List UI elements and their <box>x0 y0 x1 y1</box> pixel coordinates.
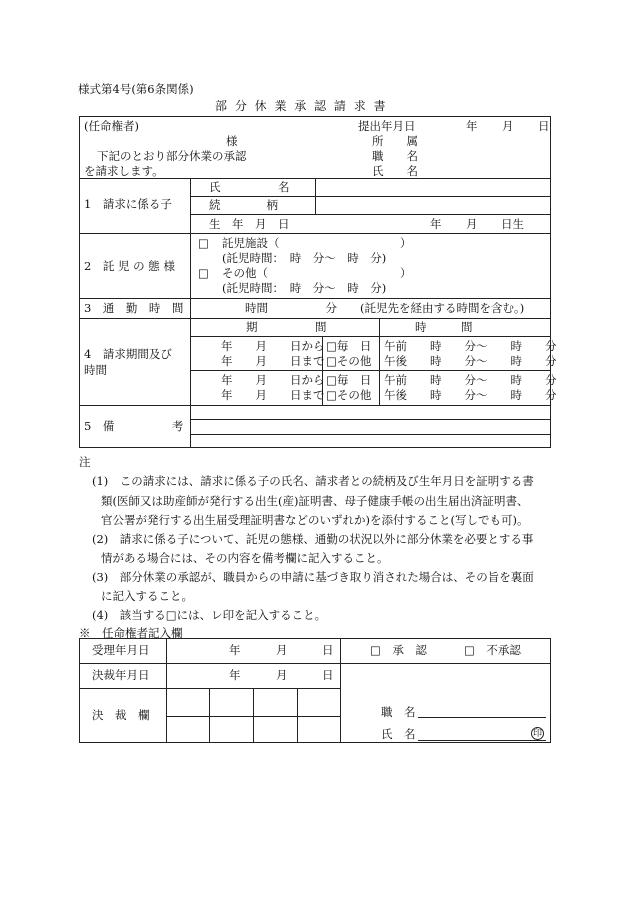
child-birth-label: 生 年 月 日 <box>209 217 290 231</box>
decided-year: 年 <box>229 668 241 682</box>
other-care-time: (託児時間： 時 分～ 時 分) <box>222 281 387 295</box>
period1-pm: 午後 時 分～ 時 分 <box>384 354 557 368</box>
received-month: 月 <box>276 643 288 657</box>
submit-date-label: 提出年月日 <box>358 119 416 133</box>
note1-line3: 官公署が発行する出生届受理証明書などのいずれか)を添付すること(写しでも可)。 <box>101 513 529 527</box>
received-date-label: 受理年月日 <box>92 643 150 657</box>
note2-line1: (2) 請求に係る子について、託児の態様、通勤の状況以外に部分休業を必要とする事 <box>92 532 534 546</box>
period2-from: 年 月 日から <box>221 373 325 387</box>
submit-year: 年 <box>466 119 478 133</box>
decided-month: 月 <box>276 668 288 682</box>
approver-position-line[interactable] <box>418 717 546 718</box>
section4-label-line1: 4 請求期間及び <box>84 347 172 361</box>
commute-time-text: 時間 分 (託児先を経由する時間を含む。) <box>245 301 525 315</box>
other-care-label: その他（ <box>222 266 268 280</box>
section1-label: 1 請求に係る子 <box>84 197 172 211</box>
period-header: 期 間 <box>246 320 327 334</box>
position-label: 職 名 <box>372 149 418 163</box>
note3-line1: (3) 部分休業の承認が、職員からの申請に基づき取り消された場合は、その旨を裏面 <box>92 570 534 584</box>
note4: (4) 該当する□には、レ印を記入すること。 <box>92 608 327 622</box>
notes-heading: 注 <box>79 455 91 469</box>
time-header: 時 間 <box>415 320 473 334</box>
other-care-checkbox[interactable]: □ <box>198 266 209 280</box>
request-text-line2: を請求します。 <box>84 164 164 178</box>
note1-line2: 類(医師又は助産師が発行する出生(産)証明書、母子健康手帳の出生届出済証明書、 <box>101 494 529 508</box>
approve-checkbox[interactable]: □ 承 認 <box>370 643 427 657</box>
section4-label-line2: 時間 <box>84 363 107 377</box>
child-relation-label: 続 柄 <box>209 198 278 212</box>
facility-time: (託児時間： 時 分～ 時 分) <box>222 251 387 265</box>
period1-to: 年 月 日まで <box>221 354 325 368</box>
decided-day: 日 <box>322 668 334 682</box>
birth-month: 月 <box>466 217 478 231</box>
facility-close: ） <box>400 236 412 250</box>
document-title: 部 分 休 業 承 認 請 求 書 <box>215 99 388 113</box>
birth-day: 日生 <box>501 217 524 231</box>
request-text-line1: 下記のとおり部分休業の承認 <box>97 149 247 163</box>
period2-pm: 午後 時 分～ 時 分 <box>384 388 557 402</box>
approval-column-label: 決 裁 欄 <box>92 708 150 722</box>
approver-name-line[interactable] <box>418 740 546 741</box>
appointer-label: (任命権者) <box>84 119 139 133</box>
seal-icon: 印 <box>532 729 542 739</box>
period1-am: 午前 時 分～ 時 分 <box>384 339 557 353</box>
facility-checkbox[interactable]: □ <box>198 236 209 250</box>
period1-daily[interactable]: □毎 日 <box>326 339 372 353</box>
period2-to: 年 月 日まで <box>221 388 325 402</box>
received-day: 日 <box>322 643 334 657</box>
affiliation-label: 所 属 <box>372 134 418 148</box>
authority-heading: ※ 任命権者記入欄 <box>79 626 183 640</box>
submit-day: 日 <box>538 119 550 133</box>
facility-label: 託児施設（ <box>222 236 280 250</box>
decided-date-label: 決裁年月日 <box>92 668 150 682</box>
period2-other[interactable]: □その他 <box>326 388 372 402</box>
period1-from: 年 月 日から <box>221 339 325 353</box>
applicant-name-label: 氏 名 <box>372 164 418 178</box>
sama-label: 様 <box>226 134 238 148</box>
received-year: 年 <box>229 643 241 657</box>
form-number: 様式第4号(第6条関係) <box>78 82 194 96</box>
child-name-label: 氏 名 <box>209 180 290 194</box>
approver-name-label: 氏 名 <box>381 727 416 741</box>
note1-line1: (1) この請求には、請求に係る子の氏名、請求者との続柄及び生年月日を証明する書 <box>92 474 534 488</box>
other-care-close: ） <box>400 266 412 280</box>
period2-am: 午前 時 分～ 時 分 <box>384 373 557 387</box>
note2-line2: 情がある場合には、その内容を備考欄に記入すること。 <box>101 551 389 565</box>
submit-month: 月 <box>502 119 514 133</box>
approver-position-label: 職 名 <box>381 705 416 719</box>
period1-other[interactable]: □その他 <box>326 354 372 368</box>
section3-label: 3 通 勤 時 間 <box>84 301 184 315</box>
note3-line2: に記入すること。 <box>101 589 193 603</box>
section5-label: 5 備 考 <box>84 419 184 433</box>
reject-checkbox[interactable]: □ 不承認 <box>464 643 521 657</box>
birth-year: 年 <box>430 217 442 231</box>
period2-daily[interactable]: □毎 日 <box>326 373 372 387</box>
section2-label: 2 託 児 の 態 様 <box>84 259 175 273</box>
